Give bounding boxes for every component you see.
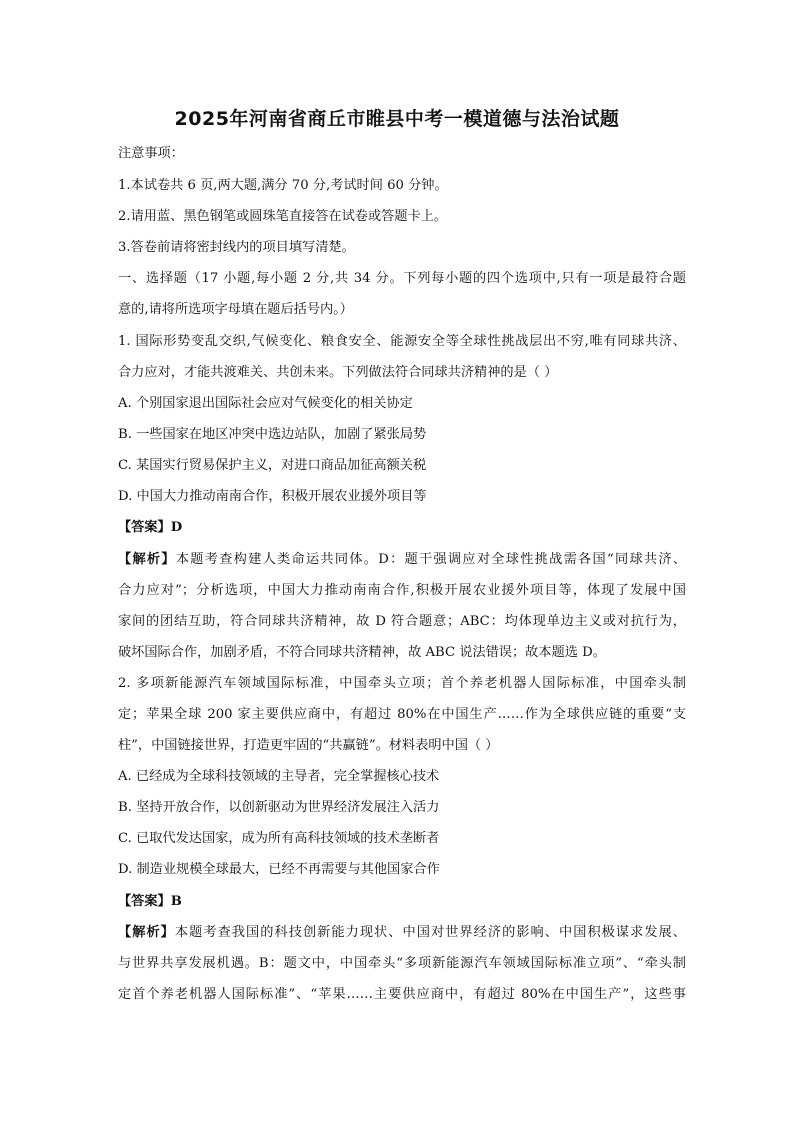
question-2-option-a: A. 已经成为全球科技领域的主导者，完全掌握核心技术 — [118, 769, 440, 784]
notes-heading: 注意事项： — [118, 146, 184, 161]
section-heading-line: 意的,请将所选项字母填在题后括号内。） — [118, 302, 353, 317]
question-2-analysis-line: 定首个养老机器人国际标准”、“苹果……主要供应商中，有超过 80%在中国生产”，这些事 — [118, 987, 686, 1002]
section-heading-line: 一、选择题（17 小题,每小题 2 分,共 34 分。下列每小题的四个选项中,只有一项是最符合题 — [118, 271, 686, 286]
question-1-answer: 【答案】D — [118, 520, 183, 535]
question-2-analysis-line: 与世界共享发展机遇。B：题文中，中国牵头“多项新能源汽车领域国际标准立项”、“牵头制 — [118, 956, 686, 971]
question-1-option-c: C. 某国实行贸易保护主义，对进口商品加征高额关税 — [118, 458, 427, 473]
note-line: 1.本试卷共 6 页,两大题,满分 70 分,考试时间 60 分钟。 — [118, 178, 448, 193]
question-1-option-d: D. 中国大力推动南南合作，积极开展农业援外项目等 — [118, 489, 427, 504]
question-2-option-d: D. 制造业规模全球最大，已经不再需要与其他国家合作 — [118, 862, 440, 877]
question-2-option-b: B. 坚持开放合作，以创新驱动为世界经济发展注入活力 — [118, 800, 440, 815]
question-1-analysis-line: 合力应对”；分析选项，中国大力推动南南合作,积极开展农业援外项目等，体现了发展中国 — [118, 583, 686, 598]
page-title: 2025年河南省商丘市睢县中考一模道德与法治试题 — [174, 108, 620, 130]
question-2-stem-line: 2. 多项新能源汽车领域国际标准，中国牵头立项；首个养老机器人国际标准，中国牵头制 — [118, 676, 686, 691]
question-2-option-c: C. 已取代发达国家，成为所有高科技领域的技术垄断者 — [118, 831, 440, 846]
question-1-analysis-line: 【解析】本题考查构建人类命运共同体。D：题干强调应对全球性挑战需各国“同球共济、 — [118, 552, 686, 567]
question-2-stem-line: 柱”，中国链接世界，打造更牢固的“共赢链”。材料表明中国（ ） — [118, 738, 499, 753]
question-2-analysis-line: 【解析】本题考查我国的科技创新能力现状、中国对世界经济的影响、中国积极谋求发展、 — [118, 925, 686, 940]
note-line: 2.请用蓝、黑色钢笔或圆珠笔直接答在试卷或答题卡上。 — [118, 209, 448, 224]
note-line: 3.答卷前请将密封线内的项目填写清楚。 — [118, 240, 355, 255]
question-1-stem-line: 1. 国际形势变乱交织,气候变化、粮食安全、能源安全等全球性挑战层出不穷,唯有同球共济、 — [118, 334, 686, 349]
question-1-analysis-line: 破坏国际合作，加剧矛盾，不符合同球共济精神，故 ABC 说法错误；故本题选 D。 — [118, 645, 606, 660]
question-2-answer: 【答案】B — [118, 894, 182, 909]
question-1-option-b: B. 一些国家在地区冲突中选边站队，加剧了紧张局势 — [118, 427, 427, 442]
question-1-stem-line: 合力应对，才能共渡难关、共创未来。下列做法符合同球共济精神的是（ ） — [118, 365, 558, 380]
question-1-option-a: A. 个别国家退出国际社会应对气候变化的相关协定 — [118, 396, 413, 411]
question-2-stem-line: 定；苹果全球 200 家主要供应商中，有超过 80%在中国生产……作为全球供应链的重要“支 — [118, 707, 686, 722]
question-1-analysis-line: 家间的团结互助，符合同球共济精神，故 D 符合题意；ABC：均体现单边主义或对抗行为， — [118, 614, 686, 629]
